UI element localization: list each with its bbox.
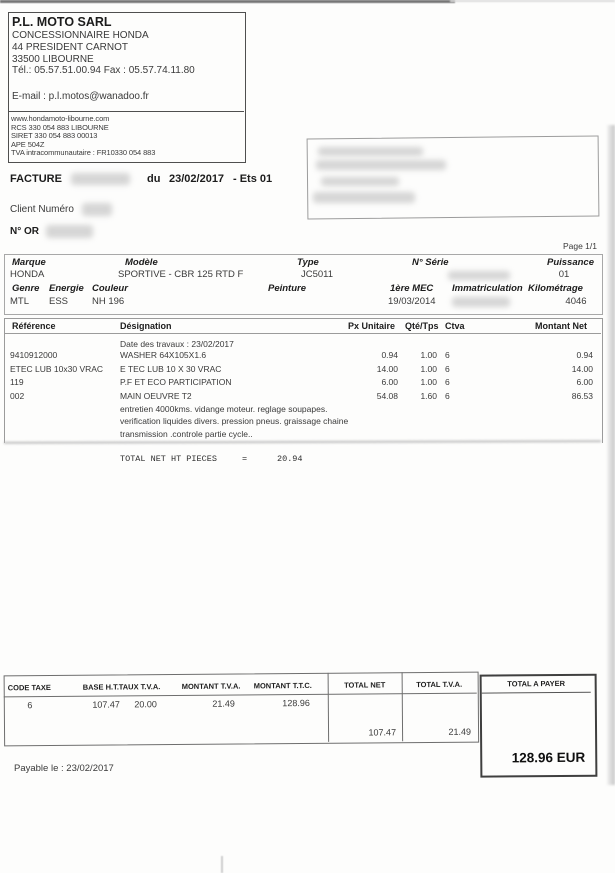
item-row-montant: 6.00 bbox=[576, 377, 593, 387]
item-row-qte: 1.00 bbox=[420, 350, 437, 360]
invoice-title: FACTURE bbox=[10, 173, 62, 185]
vehicle-puissance-label: Puissance bbox=[547, 257, 594, 268]
item-row-qte: 1.60 bbox=[420, 390, 437, 401]
client-number-label: Client Numéro bbox=[10, 204, 74, 215]
item-row-designation: P.F ET ECO PARTICIPATION bbox=[120, 377, 232, 387]
vehicle-energie-value: ESS bbox=[49, 295, 69, 307]
item-row-ctva: 6 bbox=[445, 363, 450, 374]
items-table-bottom-border bbox=[4, 440, 601, 444]
item-row-montant: 86.53 bbox=[571, 390, 593, 401]
vehicle-couleur-label: Couleur bbox=[92, 283, 128, 294]
seller-address-line: 44 PRESIDENT CARNOT bbox=[12, 42, 128, 53]
vehicle-kilometrage-label: Kilométrage bbox=[528, 283, 583, 294]
header-montant-ttc: MONTANT T.T.C. bbox=[253, 680, 312, 691]
vehicle-energie-label: Energie bbox=[49, 283, 84, 294]
redacted-client-address bbox=[321, 177, 399, 186]
item-row-designation: MAIN OEUVRE T2 bbox=[120, 390, 192, 401]
base-ht-value: 107.47 bbox=[92, 699, 120, 710]
item-row-px: 54.08 bbox=[376, 390, 398, 401]
seller-address-line: 33500 LIBOURNE bbox=[12, 54, 94, 65]
item-row-ref: 002 bbox=[10, 390, 25, 401]
redacted-invoice-number bbox=[71, 173, 130, 185]
vehicle-peinture-label: Peinture bbox=[268, 283, 307, 294]
redacted-serial-number bbox=[448, 271, 510, 280]
seller-tva-intra: TVA intracommunautaire : FR10330 054 883 bbox=[11, 148, 156, 157]
seller-address-line: CONCESSIONNAIRE HONDA bbox=[12, 30, 149, 41]
scan-mark-bottom bbox=[221, 856, 223, 873]
invoice-date: 23/02/2017 bbox=[169, 173, 225, 185]
header-code-taxe: CODE TAXE bbox=[7, 683, 51, 693]
vehicle-modele-value: SPORTIVE - CBR 125 RTD F bbox=[118, 268, 244, 280]
page-indicator: Page 1/1 bbox=[562, 241, 597, 251]
item-row-montant: 0.94 bbox=[576, 350, 593, 360]
item-row-qte: 1.00 bbox=[420, 377, 437, 387]
scan-edge-top bbox=[0, 0, 455, 3]
redacted-client-address bbox=[313, 192, 415, 203]
header-total-a-payer: TOTAL A PAYER bbox=[507, 678, 566, 689]
vehicle-mec-value: 19/03/2014 bbox=[388, 295, 436, 307]
item-row-qte: 1.00 bbox=[420, 363, 437, 374]
montant-ttc-value: 128.96 bbox=[282, 697, 310, 709]
or-number-label: N° OR bbox=[10, 226, 39, 237]
header-taux-tva: TAUX T.V.A. bbox=[118, 682, 161, 692]
total-a-payer-value: 128.96 EUR bbox=[511, 749, 586, 766]
total-ht-pieces-equals: = bbox=[242, 454, 248, 464]
seller-name: P.L. MOTO SARL bbox=[12, 15, 112, 29]
header-montant-tva: MONTANT T.V.A. bbox=[181, 681, 241, 691]
item-note-line: transmission .controle partie cycle.. bbox=[120, 428, 253, 439]
vehicle-modele-label: Modèle bbox=[125, 257, 158, 268]
redacted-client-address bbox=[318, 147, 423, 156]
items-header-px-unitaire: Px Unitaire bbox=[348, 321, 396, 331]
vehicle-mec-label: 1ère MEC bbox=[390, 283, 434, 294]
item-row-ctva: 6 bbox=[445, 377, 450, 387]
item-row-designation: WASHER 64X105X1.6 bbox=[120, 350, 207, 360]
vehicle-marque-value: HONDA bbox=[10, 268, 45, 280]
taux-tva-value: 20.00 bbox=[134, 699, 157, 710]
vehicle-serie-label: N° Série bbox=[412, 257, 449, 268]
total-ht-pieces-label: TOTAL NET HT PIECES bbox=[120, 454, 217, 464]
vehicle-genre-value: MTL bbox=[10, 295, 29, 307]
vehicle-couleur-value: NH 196 bbox=[92, 295, 125, 307]
items-date-line: Date des travaux : 23/02/2017 bbox=[120, 339, 234, 349]
redacted-or-number bbox=[46, 225, 93, 238]
redacted-client-address bbox=[316, 160, 446, 170]
vehicle-type-value: JC5011 bbox=[301, 268, 334, 280]
vehicle-marque-label: Marque bbox=[12, 257, 46, 268]
item-note-line: verification liquides divers. pression pneus. graissage chaine bbox=[120, 416, 349, 426]
seller-ape: APE 504Z bbox=[11, 139, 45, 149]
seller-email: E-mail : p.l.motos@wanadoo.fr bbox=[12, 91, 149, 102]
item-row-designation: E TEC LUB 10 X 30 VRAC bbox=[120, 363, 222, 374]
item-row-px: 14.00 bbox=[376, 363, 398, 374]
item-row-ctva: 6 bbox=[445, 350, 450, 360]
items-header-underline bbox=[4, 333, 601, 334]
item-row-ref: ETEC LUB 10x30 VRAC bbox=[10, 363, 104, 374]
items-header-montant-net: Montant Net bbox=[535, 321, 587, 331]
seller-rcs: RCS 330 054 883 LIBOURNE bbox=[11, 122, 109, 132]
vehicle-genre-label: Genre bbox=[12, 283, 40, 294]
item-row-ctva: 6 bbox=[445, 390, 450, 401]
items-header-ctva: Ctva bbox=[445, 321, 465, 331]
item-row-montant: 14.00 bbox=[571, 363, 593, 374]
redacted-immatriculation bbox=[452, 297, 510, 307]
item-row-px: 0.94 bbox=[381, 350, 398, 360]
items-header-designation: Désignation bbox=[120, 321, 172, 331]
seller-phone-fax: Tél.: 05.57.51.00.94 Fax : 05.57.74.11.80 bbox=[12, 65, 195, 76]
total-ht-pieces-value: 20.94 bbox=[277, 454, 303, 464]
vehicle-immatriculation-label: Immatriculation bbox=[452, 283, 523, 294]
item-row-ref: 119 bbox=[10, 377, 24, 387]
vehicle-puissance-value: 01 bbox=[558, 268, 570, 280]
vehicle-type-label: Type bbox=[297, 257, 319, 268]
item-row-ref: 9410912000 bbox=[10, 350, 58, 360]
scan-edge-top-right bbox=[450, 0, 615, 2]
header-total-net: TOTAL NET bbox=[344, 680, 386, 690]
total-tva-value: 21.49 bbox=[448, 726, 472, 737]
seller-siret: SIRET 330 054 883 00013 bbox=[11, 131, 98, 140]
redacted-client-number bbox=[82, 203, 112, 216]
seller-box-divider bbox=[8, 111, 244, 112]
header-total-tva: TOTAL T.V.A. bbox=[416, 679, 463, 690]
items-header-qte-tps: Qté/Tps bbox=[405, 321, 439, 331]
item-row-px: 6.00 bbox=[381, 377, 398, 387]
seller-website: www.hondamoto-libourne.com bbox=[11, 113, 110, 123]
total-net-value: 107.47 bbox=[368, 727, 397, 738]
invoice-du-label: du bbox=[147, 173, 161, 185]
montant-tva-value: 21.49 bbox=[212, 698, 235, 709]
vehicle-kilometrage-value: 4046 bbox=[565, 295, 587, 307]
items-header-reference: Référence bbox=[12, 321, 56, 331]
tax-code-value: 6 bbox=[27, 700, 33, 711]
header-base-ht: BASE H.T. bbox=[82, 682, 119, 692]
invoice-ets: - Ets 01 bbox=[233, 173, 273, 185]
item-note-line: entretien 4000kms. vidange moteur. reglage soupapes. bbox=[120, 403, 328, 414]
payable-date: Payable le : 23/02/2017 bbox=[14, 763, 114, 774]
